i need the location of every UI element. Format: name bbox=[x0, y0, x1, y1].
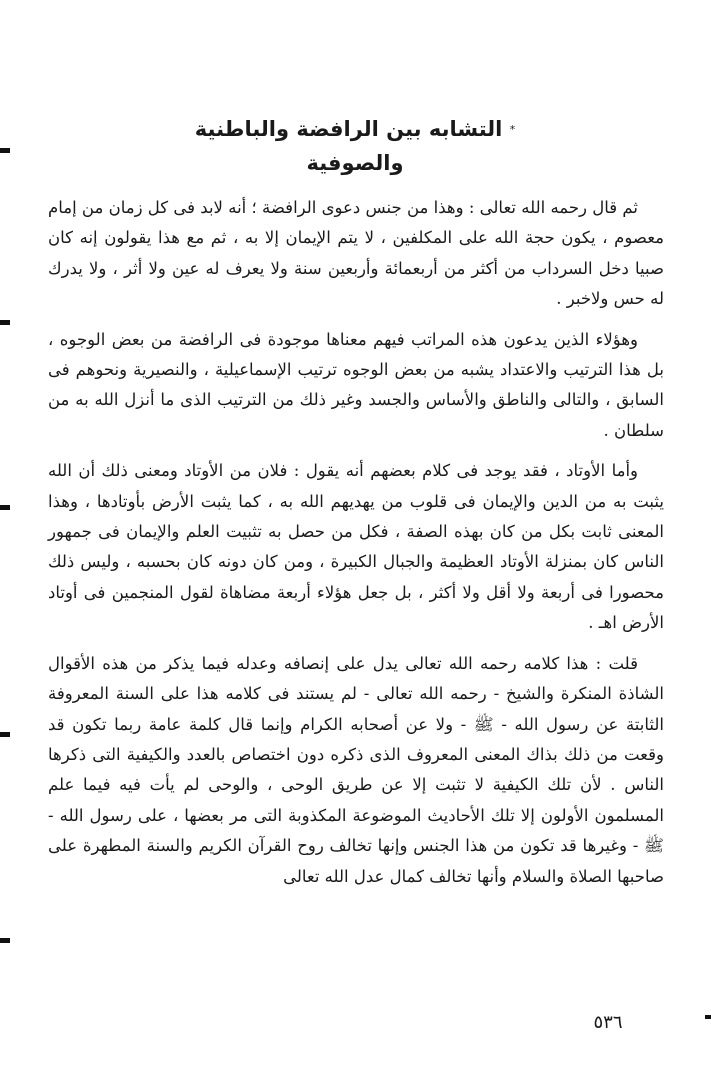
paragraph-4: قلت : هذا كلامه رحمه الله تعالى يدل على إنصافه وعدله فيما يذكر من هذه الأقوال الشاذة المنكرة والشيخ - رحمه الله تعالى - لم يستند فى كلامه هذا على السنة المعروفة الثابتة عن رسول الله - ﷺ - ولا عن أصحابه الكرام وإنما قال كلمة عامة ربما تكون قد وقعت من ذلك بذاك المعنى المعروف الذى ذكره دون اختصاص بالعدد والكيفية التى ذكرها الناس . لأن تلك الكيفية لا تثبت إلا عن طريق الوحى ، والوحى لم يأت فيه فيما علم المسلمون الأولون إلا تلك الأحاديث الموضوعة المكذوبة التى مر بعضها ، على رسول الله - ﷺ - وغيرها قد تكون من هذا الجنس وإنها تخالف روح القرآن الكريم والسنة المطهرة على صاحبها الصلاة والسلام وأنها تخالف كمال عدل الله تعالى bbox=[48, 653, 664, 886]
chapter-title-line-1 bbox=[60, 114, 650, 145]
paragraph-1: ثم قال رحمه الله تعالى : وهذا من جنس دعوى الرافضة ؛ أنه لابد فى كل زمان من إمام معصوم ، يكون حجة الله على المكلفين ، لا يتم الإيمان إلا به ، ثم مع هذا يقولون إنه كان صبيا دخل السرداب من أكثر من أربعمائة وأربعين سنة ولا يعرف له عين ولا أثر ، ولا يدرك له حس ولاخبر . bbox=[48, 198, 664, 309]
scan-margin-mark bbox=[0, 148, 10, 153]
scan-margin-mark bbox=[0, 732, 10, 737]
scan-margin-mark bbox=[705, 1015, 711, 1019]
page-number: ٥٣٦ bbox=[593, 1012, 623, 1033]
scan-margin-mark bbox=[0, 320, 10, 325]
paragraph-2: وهؤلاء الذين يدعون هذه المراتب فيهم معناها موجودة فى الرافضة من بعض الوجوه ، بل هذا الترتيب والاعتداد يشبه من بعض الوجوه ترتيب الإسماعيلية ، والنصيرية ونحوهم فى السابق ، والتالى والناطق والأساس والجسد وغير ذلك من الترتيب الذى ما أنزل الله به من سلطان . bbox=[48, 329, 664, 440]
paragraph-3: وأما الأوتاد ، فقد يوجد فى كلام بعضهم أنه يقول : فلان من الأوتاد ومعنى ذلك أن الله يثبت به من الدين والإيمان فى قلوب من يهديهم الله به ، كما يثبت الأرض بأوتادها ، وهذا المعنى ثابت بكل من كان بهذه الصفة ، فكل من حصل به تثبيت العلم والإيمان فى جمهور الناس كان بمنزلة الأوتاد العظيمة والجبال الكبيرة ، ومن كان دونه كان بحسبه ، وليس ذلك محصورا فى أربعة ولا أقل ولا أكثر ، بل جعل هؤلاء أربعة مضاهاة لقول المنجمين فى أوتاد الأرض اهـ . bbox=[48, 461, 664, 633]
title-star-marker: * bbox=[509, 123, 516, 136]
scan-margin-mark bbox=[0, 505, 10, 510]
body-text bbox=[48, 193, 664, 902]
title-line-1-text: التشابه بين الرافضة والباطنية bbox=[194, 117, 503, 141]
scan-margin-mark bbox=[0, 938, 10, 943]
chapter-title-line-2: والصوفية bbox=[306, 151, 404, 175]
